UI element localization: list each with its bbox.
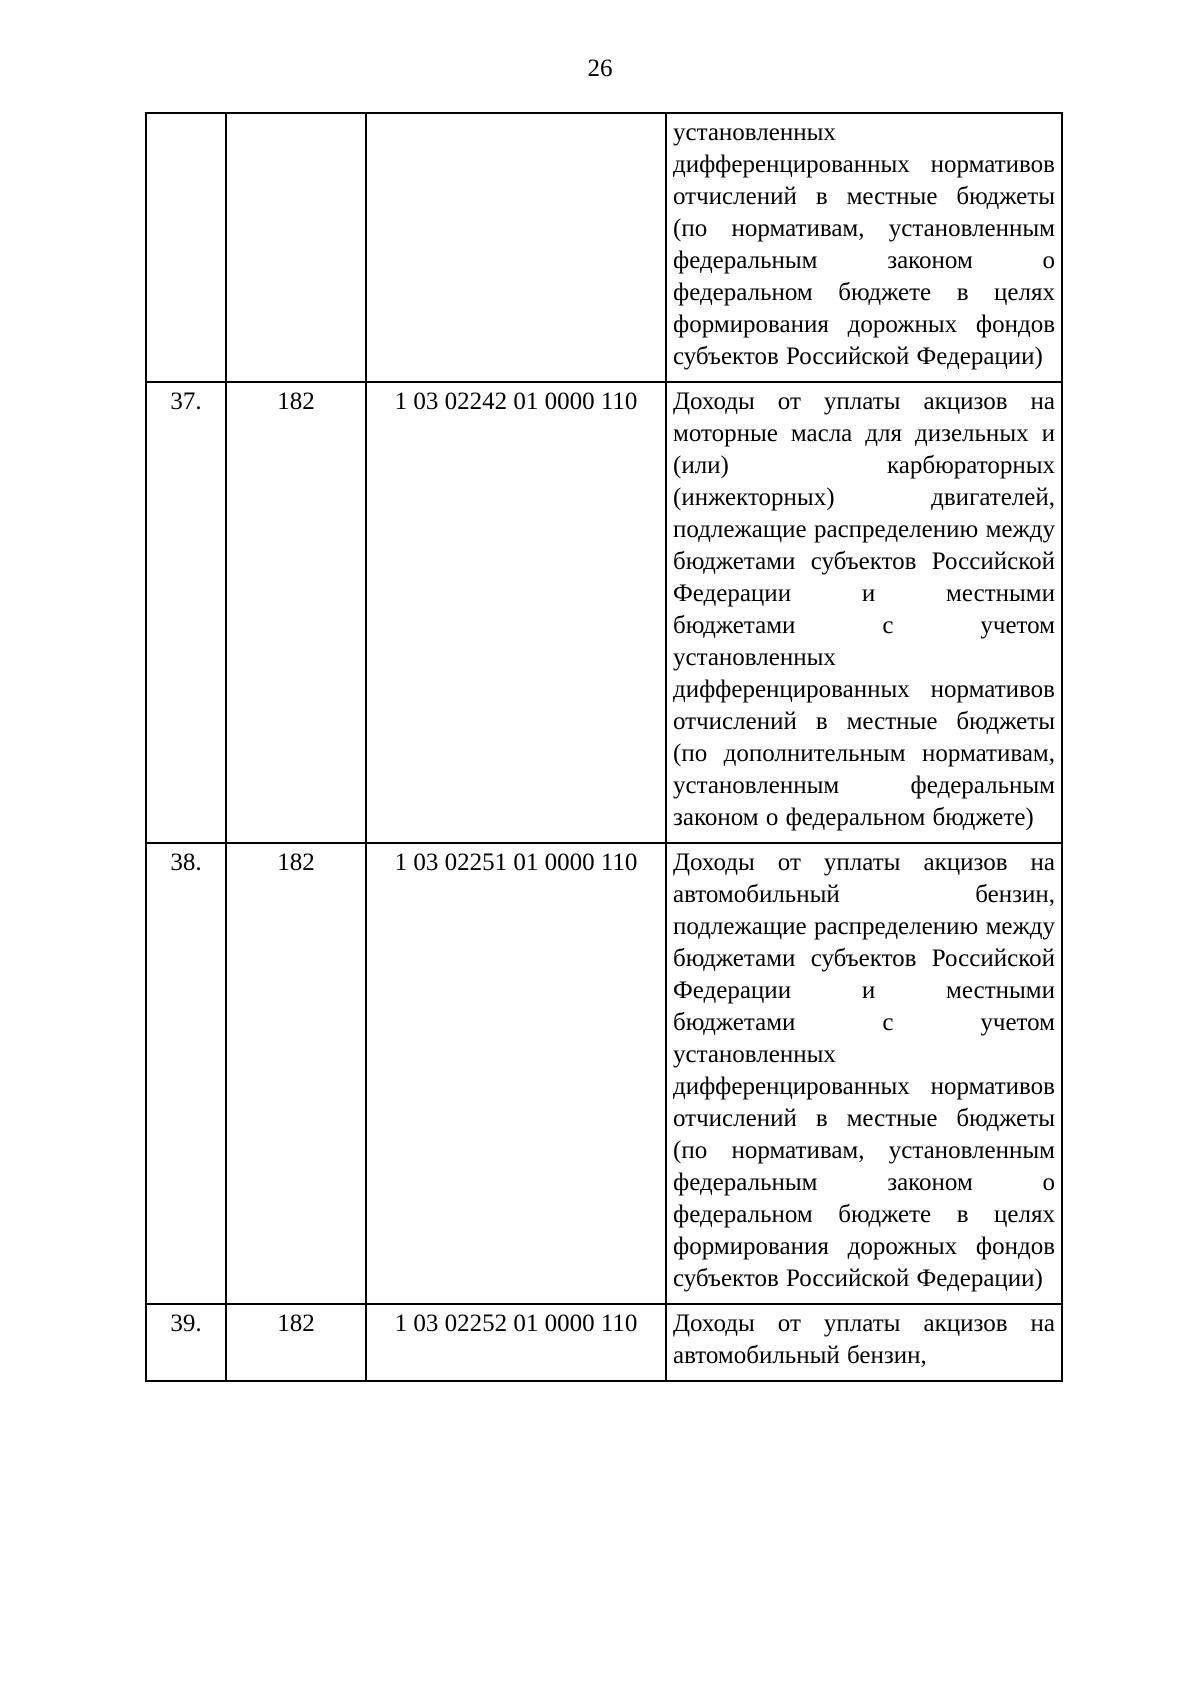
admin-code-cell <box>226 113 366 382</box>
row-number-cell: 39. <box>146 1304 226 1381</box>
admin-code-cell: 182 <box>226 382 366 843</box>
row-number-cell: 37. <box>146 382 226 843</box>
row-number-cell <box>146 113 226 382</box>
table-row-39 <box>146 1304 1062 1381</box>
description-cell: установленных дифференцированных нормативов отчислений в местные бюджеты (по нормативам, установленным федеральным законом о федеральном бюджете в целях формирования дорожных фондов субъектов Российской Федерации) <box>666 113 1062 382</box>
kbk-code-cell <box>366 113 666 382</box>
description-cell: Доходы от уплаты акцизов на моторные масла для дизельных и (или) карбюраторных (инжекторных) двигателей, подлежащие распределению между бюджетами субъектов Российской Федерации и местными бюджетами с учетом установленных дифференцированных нормативов отчислений в местные бюджеты (по дополнительным нормативам, установленным федеральным законом о федеральном бюджете) <box>666 382 1062 843</box>
description-cell: Доходы от уплаты акцизов на автомобильный бензин, подлежащие распределению между бюджетами субъектов Российской Федерации и местными бюджетами с учетом установленных дифференцированных нормативов отчислений в местные бюджеты (по нормативам, установленным федеральным законом о федеральном бюджете в целях формирования дорожных фондов субъектов Российской Федерации) <box>666 843 1062 1304</box>
table-row-continuation <box>146 113 1062 382</box>
kbk-code-cell: 1 03 02242 01 0000 110 <box>366 382 666 843</box>
kbk-code-cell: 1 03 02252 01 0000 110 <box>366 1304 666 1381</box>
admin-code-cell: 182 <box>226 1304 366 1381</box>
revenue-codes-table <box>145 112 1063 1382</box>
description-cell: Доходы от уплаты акцизов на автомобильный бензин, <box>666 1304 1062 1381</box>
kbk-code-cell: 1 03 02251 01 0000 110 <box>366 843 666 1304</box>
admin-code-cell: 182 <box>226 843 366 1304</box>
table-row-37 <box>146 382 1062 843</box>
row-number-cell: 38. <box>146 843 226 1304</box>
table-body <box>146 113 1062 1381</box>
table-row-38 <box>146 843 1062 1304</box>
page-number: 26 <box>587 55 613 82</box>
